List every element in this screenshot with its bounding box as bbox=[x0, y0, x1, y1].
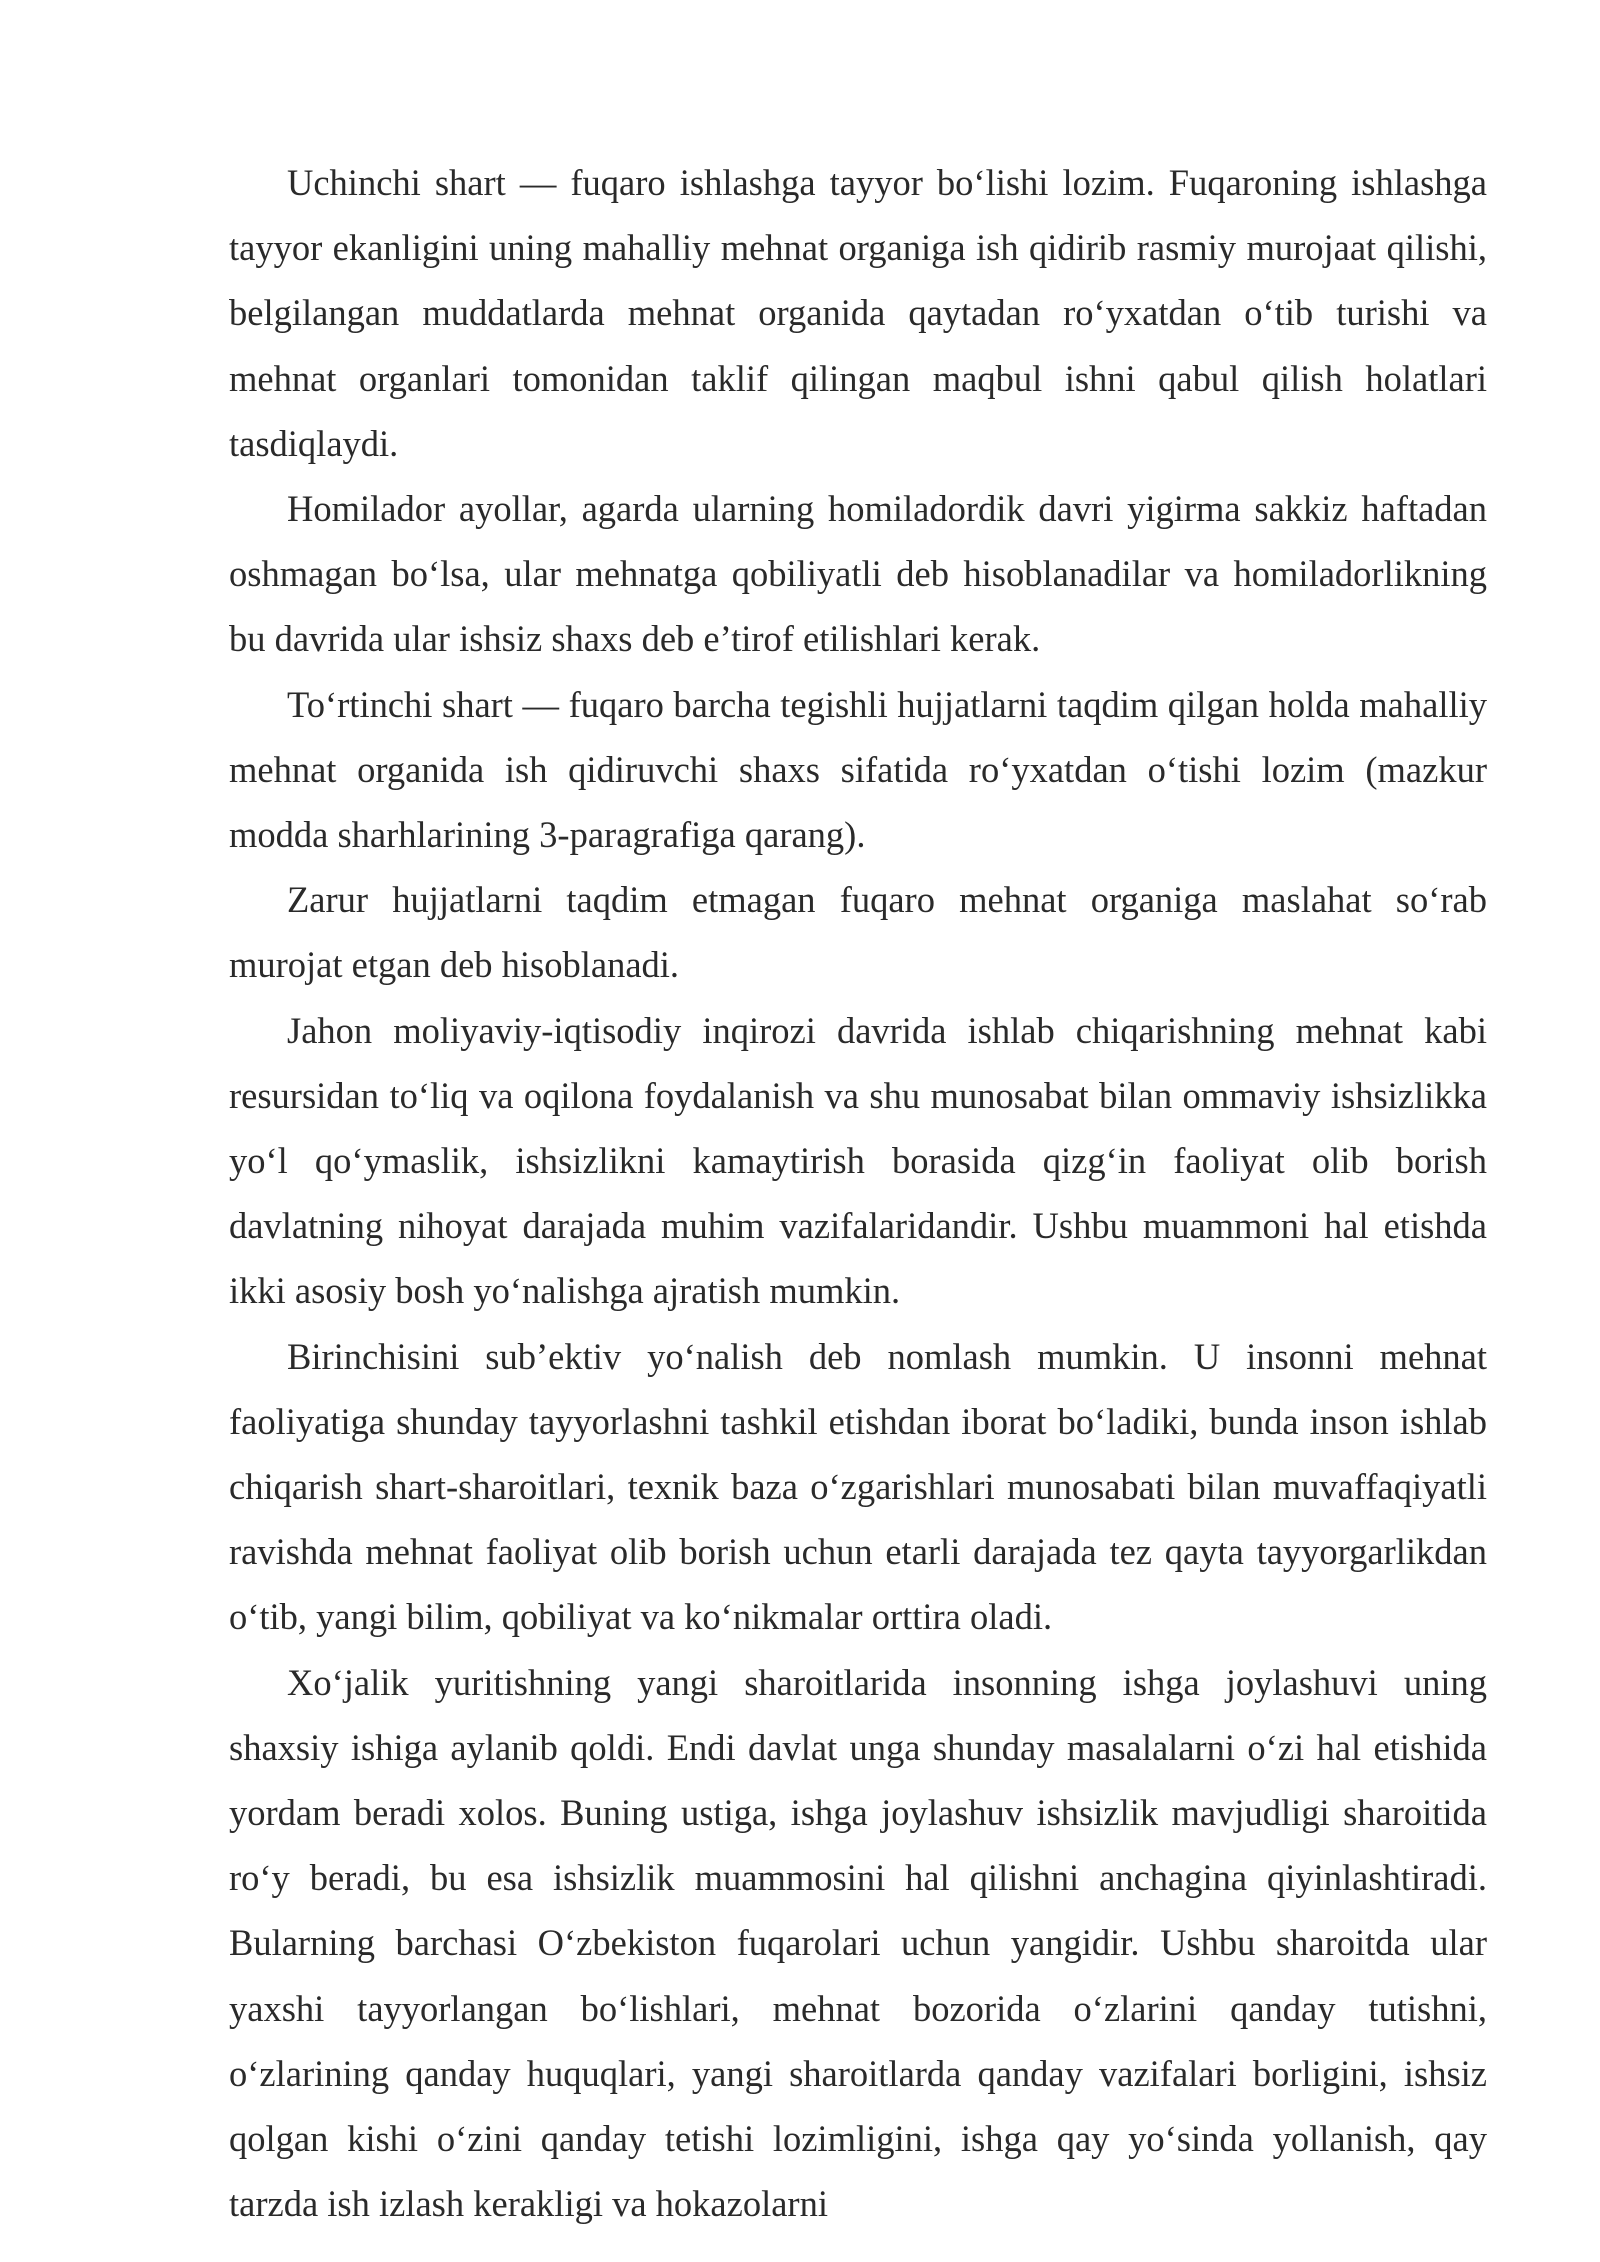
paragraph-third-condition: Uchinchi shart — fuqaro ishlashga tayyor bo‘lishi lozim. Fuqaroning ishlashga tayyor ekanligini uning mahalliy mehnat organiga ish qidirib rasmiy murojaat qilishi, belgilangan muddatlarda mehnat organida qaytadan ro‘yxatdan o‘tib turishi va mehnat organlari tomonidan taklif qilingan maqbul ishni qabul qilish holatlari tasdiqlaydi. bbox=[229, 162, 1487, 464]
paragraph-global-crisis: Jahon moliyaviy-iqtisodiy inqirozi davrida ishlab chiqarishning mehnat kabi resursidan to‘liq va oqilona foydalanish va shu munosabat bilan ommaviy ishsizlikka yo‘l qo‘ymaslik, ishsizlikni kamaytirish borasida qizg‘in faoliyat olib borish davlatning nihoyat darajada muhim vazifalaridandir. Ushbu muammoni hal etishda ikki asosiy bosh yo‘nalishga ajratish mumkin. bbox=[229, 1009, 1487, 1312]
paragraph-required-documents: Zarur hujjatlarni taqdim etmagan fuqaro mehnat organiga maslahat so‘rab murojat etgan deb hisoblanadi. bbox=[229, 879, 1487, 986]
document-body bbox=[229, 150, 1487, 2237]
paragraph-new-conditions: Xo‘jalik yuritishning yangi sharoitlarida insonning ishga joylashuvi uning shaxsiy ishiga aylanib qoldi. Endi davlat unga shunday masalalarni o‘zi hal etishida yordam beradi xolos. Buning ustiga, ishga joylashuv ishsizlik mavjudligi sharoitida ro‘y beradi, bu esa ishsizlik muammosini hal qilishni anchagina qiyinlashtiradi. Bularning barchasi O‘zbekiston fuqarolari uchun yangidir. Ushbu sharoitda ular yaxshi tayyorlangan bo‘lishlari, mehnat bozorida o‘zlarini qanday tutishni, o‘zlarining qanday huquqlari, yangi sharoitlarda qanday vazifalari borligini, ishsiz qolgan kishi o‘zini qanday tetishi lozimligini, ishga qay yo‘sinda yollanish, qay tarzda ish izlash kerakligi va hokazolarni bbox=[229, 1661, 1487, 2225]
paragraph-fourth-condition: To‘rtinchi shart — fuqaro barcha tegishli hujjatlarni taqdim qilgan holda mahalliy mehnat organida ish qidiruvchi shaxs sifatida ro‘yxatdan o‘tishi lozim (mazkur modda sharhlarining 3-paragrafiga qarang). bbox=[229, 683, 1487, 856]
paragraph-subjective-direction: Birinchisini sub’ektiv yo‘nalish deb nomlash mumkin. U insonni mehnat faoliyatiga shunday tayyorlashni tashkil etishdan iborat bo‘ladiki, bunda inson ishlab chiqarish shart-sharoitlari, texnik baza o‘zgarishlari munosabati bilan muvaffaqiyatli ravishda mehnat faoliyat olib borish uchun etarli darajada tez qayta tayyorgarlikdan o‘tib, yangi bilim, qobiliyat va ko‘nikmalar orttira oladi. bbox=[229, 1335, 1487, 1638]
paragraph-pregnant-women: Homilador ayollar, agarda ularning homiladordik davri yigirma sakkiz haftadan oshmagan bo‘lsa, ular mehnatga qobiliyatli deb hisoblanadilar va homiladorlikning bu davrida ular ishsiz shaxs deb e’tirof etilishlari kerak. bbox=[229, 488, 1487, 660]
